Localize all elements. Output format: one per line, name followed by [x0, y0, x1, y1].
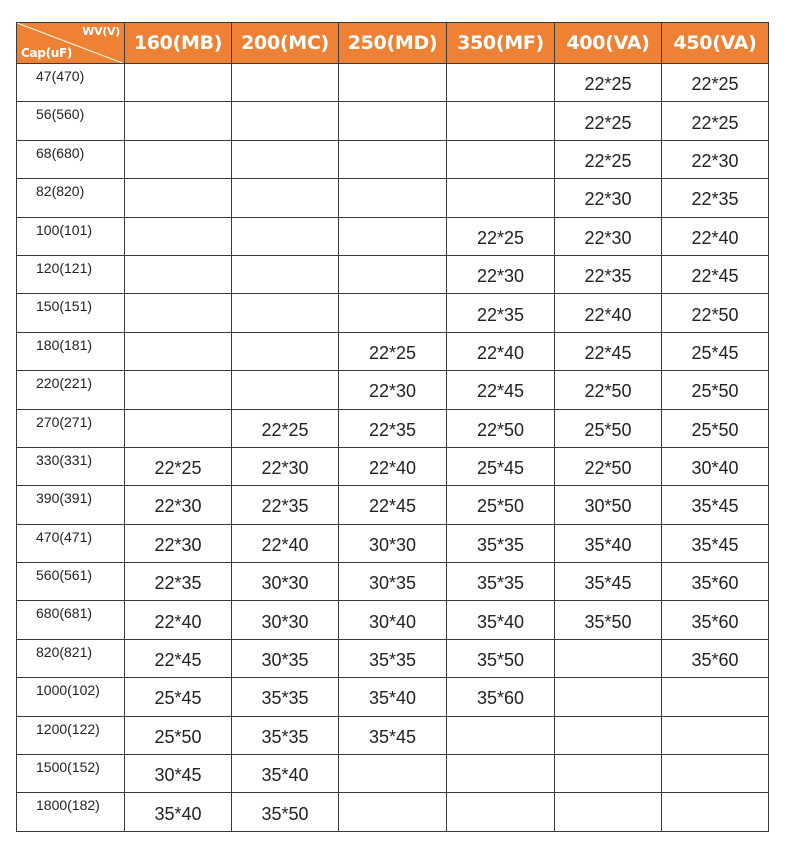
table-row [17, 486, 769, 524]
case-size-cell [447, 64, 555, 102]
case-size-cell [447, 793, 555, 831]
case-size-cell: 25*50 [662, 409, 769, 447]
case-size-cell: 35*50 [232, 793, 339, 831]
table-row [17, 601, 769, 639]
capacitance-cell: 47(470) [17, 64, 125, 102]
case-size-cell: 35*40 [555, 524, 662, 562]
case-size-cell: 35*60 [662, 639, 769, 677]
corner-header-cell [17, 23, 125, 64]
case-size-cell [125, 64, 232, 102]
table-row [17, 639, 769, 677]
table-row [17, 332, 769, 370]
table-row [17, 140, 769, 178]
case-size-cell: 25*50 [125, 716, 232, 754]
case-size-cell: 25*45 [662, 332, 769, 370]
case-size-cell: 22*45 [339, 486, 447, 524]
voltage-header: 200(MC) [232, 23, 339, 64]
case-size-cell: 35*50 [555, 601, 662, 639]
case-size-cell: 35*35 [232, 716, 339, 754]
table-row [17, 64, 769, 102]
table-row [17, 678, 769, 716]
case-size-cell: 22*25 [555, 102, 662, 140]
voltage-header: 450(VA) [662, 23, 769, 64]
case-size-cell: 22*25 [232, 409, 339, 447]
case-size-cell: 22*35 [125, 563, 232, 601]
case-size-cell: 22*35 [232, 486, 339, 524]
case-size-cell: 30*35 [339, 563, 447, 601]
case-size-cell: 30*30 [339, 524, 447, 562]
table-row [17, 793, 769, 831]
case-size-cell: 35*45 [662, 524, 769, 562]
case-size-cell: 22*40 [555, 294, 662, 332]
capacitance-cell: 82(820) [17, 179, 125, 217]
case-size-cell [125, 294, 232, 332]
case-size-cell: 22*35 [555, 255, 662, 293]
case-size-cell: 25*50 [555, 409, 662, 447]
capacitance-cell: 1000(102) [17, 678, 125, 716]
voltage-header: 160(MB) [125, 23, 232, 64]
table-row [17, 371, 769, 409]
case-size-cell: 30*40 [662, 447, 769, 485]
case-size-cell: 22*30 [662, 140, 769, 178]
case-size-cell: 22*25 [555, 64, 662, 102]
case-size-cell [232, 371, 339, 409]
header-row [17, 23, 769, 64]
case-size-cell: 30*35 [232, 639, 339, 677]
case-size-cell [447, 179, 555, 217]
case-size-cell: 35*45 [339, 716, 447, 754]
case-size-cell: 22*30 [447, 255, 555, 293]
capacitance-cell: 560(561) [17, 563, 125, 601]
case-size-cell [125, 255, 232, 293]
case-size-cell [232, 140, 339, 178]
capacitance-cell: 1800(182) [17, 793, 125, 831]
case-size-cell: 22*30 [125, 486, 232, 524]
case-size-cell: 30*30 [232, 601, 339, 639]
case-size-cell: 22*45 [555, 332, 662, 370]
case-size-cell [232, 255, 339, 293]
case-size-cell: 22*45 [125, 639, 232, 677]
case-size-cell: 30*50 [555, 486, 662, 524]
case-size-cell [339, 217, 447, 255]
case-size-cell: 35*45 [555, 563, 662, 601]
case-size-cell [339, 179, 447, 217]
capacitance-cell: 1200(122) [17, 716, 125, 754]
case-size-cell: 35*60 [662, 563, 769, 601]
case-size-cell [555, 716, 662, 754]
case-size-cell: 35*40 [447, 601, 555, 639]
case-size-cell: 22*30 [339, 371, 447, 409]
case-size-cell: 25*45 [125, 678, 232, 716]
table-row [17, 716, 769, 754]
voltage-axis-label: WV(V) [82, 25, 120, 38]
case-size-cell: 22*30 [555, 179, 662, 217]
case-size-cell: 35*40 [125, 793, 232, 831]
case-size-cell: 22*25 [447, 217, 555, 255]
case-size-cell: 22*25 [662, 102, 769, 140]
table-row [17, 255, 769, 293]
case-size-cell [555, 755, 662, 793]
voltage-header: 400(VA) [555, 23, 662, 64]
table-row [17, 409, 769, 447]
case-size-cell [339, 793, 447, 831]
case-size-cell [232, 179, 339, 217]
case-size-cell [447, 102, 555, 140]
case-size-cell [125, 179, 232, 217]
table-row [17, 524, 769, 562]
capacitance-cell: 100(101) [17, 217, 125, 255]
case-size-cell: 35*35 [447, 524, 555, 562]
capacitor-size-table [16, 22, 769, 832]
case-size-cell [447, 755, 555, 793]
case-size-cell: 35*40 [232, 755, 339, 793]
case-size-cell [339, 294, 447, 332]
capacitance-cell: 330(331) [17, 447, 125, 485]
capacitance-cell: 120(121) [17, 255, 125, 293]
case-size-cell: 35*60 [447, 678, 555, 716]
case-size-cell [339, 140, 447, 178]
case-size-cell: 22*40 [447, 332, 555, 370]
case-size-cell [662, 755, 769, 793]
capacitance-cell: 390(391) [17, 486, 125, 524]
table-row [17, 563, 769, 601]
table-row [17, 217, 769, 255]
capacitance-cell: 180(181) [17, 332, 125, 370]
case-size-cell [125, 332, 232, 370]
voltage-header: 350(MF) [447, 23, 555, 64]
case-size-cell: 22*40 [125, 601, 232, 639]
case-size-cell [232, 64, 339, 102]
capacitance-cell: 220(221) [17, 371, 125, 409]
case-size-cell [339, 102, 447, 140]
case-size-cell [232, 294, 339, 332]
case-size-cell: 22*40 [232, 524, 339, 562]
case-size-cell [447, 140, 555, 178]
case-size-cell: 22*25 [555, 140, 662, 178]
case-size-cell: 22*50 [555, 447, 662, 485]
case-size-cell [339, 255, 447, 293]
case-size-cell: 22*50 [555, 371, 662, 409]
capacitance-cell: 56(560) [17, 102, 125, 140]
case-size-cell [555, 793, 662, 831]
case-size-cell [232, 102, 339, 140]
case-size-cell: 22*30 [125, 524, 232, 562]
table-row [17, 447, 769, 485]
case-size-cell: 35*40 [339, 678, 447, 716]
case-size-cell [662, 793, 769, 831]
case-size-cell: 22*30 [555, 217, 662, 255]
case-size-cell [125, 371, 232, 409]
case-size-cell: 22*45 [447, 371, 555, 409]
case-size-cell [125, 102, 232, 140]
case-size-cell: 25*50 [447, 486, 555, 524]
capacitance-axis-label: Cap(uF) [21, 46, 73, 60]
case-size-cell: 22*40 [339, 447, 447, 485]
case-size-cell: 25*45 [447, 447, 555, 485]
case-size-cell [339, 64, 447, 102]
case-size-cell: 22*35 [339, 409, 447, 447]
case-size-cell: 22*50 [447, 409, 555, 447]
case-size-cell: 22*30 [232, 447, 339, 485]
case-size-cell [232, 217, 339, 255]
case-size-cell [125, 140, 232, 178]
capacitance-cell: 1500(152) [17, 755, 125, 793]
capacitance-cell: 680(681) [17, 601, 125, 639]
case-size-cell: 35*45 [662, 486, 769, 524]
case-size-cell [447, 716, 555, 754]
case-size-cell: 25*50 [662, 371, 769, 409]
table-row [17, 294, 769, 332]
case-size-cell [555, 678, 662, 716]
table-row [17, 179, 769, 217]
case-size-cell [555, 639, 662, 677]
case-size-cell [125, 409, 232, 447]
table-row [17, 755, 769, 793]
capacitance-cell: 270(271) [17, 409, 125, 447]
case-size-cell: 22*25 [662, 64, 769, 102]
case-size-cell: 35*35 [339, 639, 447, 677]
case-size-cell: 35*35 [447, 563, 555, 601]
case-size-cell: 22*35 [662, 179, 769, 217]
case-size-cell [125, 217, 232, 255]
case-size-cell [339, 755, 447, 793]
case-size-cell: 22*25 [125, 447, 232, 485]
case-size-cell: 30*45 [125, 755, 232, 793]
case-size-cell [662, 716, 769, 754]
case-size-cell: 22*40 [662, 217, 769, 255]
case-size-cell [662, 678, 769, 716]
case-size-cell: 30*30 [232, 563, 339, 601]
case-size-cell: 35*50 [447, 639, 555, 677]
case-size-cell: 22*45 [662, 255, 769, 293]
capacitance-cell: 150(151) [17, 294, 125, 332]
case-size-cell: 22*50 [662, 294, 769, 332]
case-size-cell: 35*60 [662, 601, 769, 639]
capacitance-cell: 68(680) [17, 140, 125, 178]
case-size-cell: 30*40 [339, 601, 447, 639]
voltage-header: 250(MD) [339, 23, 447, 64]
table-row [17, 102, 769, 140]
table-body [17, 64, 769, 832]
capacitance-cell: 820(821) [17, 639, 125, 677]
case-size-cell: 22*35 [447, 294, 555, 332]
case-size-cell: 22*25 [339, 332, 447, 370]
case-size-cell [232, 332, 339, 370]
capacitance-cell: 470(471) [17, 524, 125, 562]
case-size-cell: 35*35 [232, 678, 339, 716]
